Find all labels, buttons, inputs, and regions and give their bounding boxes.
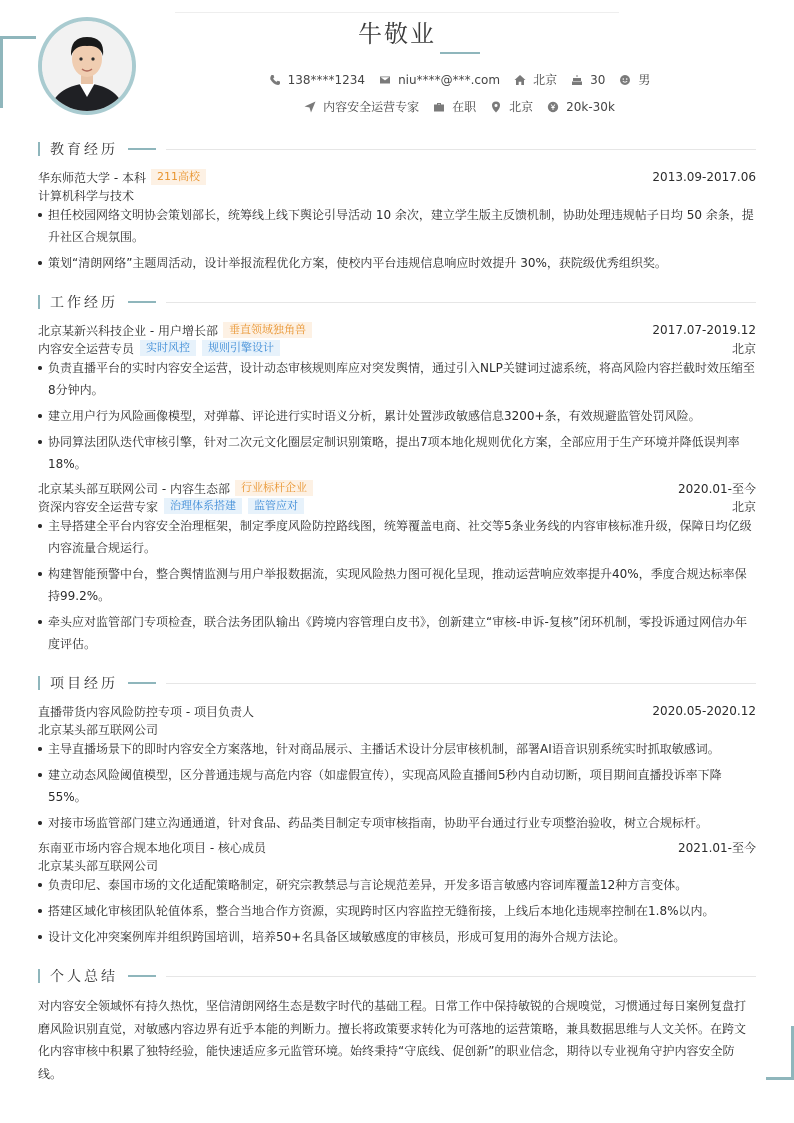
phone-icon — [269, 74, 281, 86]
work-title-row — [38, 497, 756, 515]
education-period: 2013.09-2017.06 — [652, 170, 756, 184]
home-icon — [514, 74, 526, 86]
contact-info-row — [0, 71, 794, 88]
work-header — [38, 321, 756, 339]
work-location: 北京 — [731, 499, 756, 514]
email-item — [379, 73, 500, 87]
target-city: 北京 — [509, 100, 534, 114]
work-period: 2020.01-至今 — [678, 481, 756, 496]
face-icon — [619, 74, 631, 86]
work-header — [38, 479, 756, 497]
name-underline — [440, 52, 480, 54]
list-item: 牵头应对监管部门专项检查，联合法务团队输出《跨境内容管理白皮书》，创新建立“审核-申诉-复核”闭环机制，零投诉通过网信办年度评估。 — [38, 611, 756, 655]
skill-tag: 规则引擎设计 — [202, 340, 280, 356]
list-item: 建立动态风险阈值模型，区分普通违规与高危内容（如虚假宣传），实现高风险直播间5秒内自动切断，项目期间直播投诉率下降55%。 — [38, 764, 756, 808]
company-name: 北京某新兴科技企业 - 用户增长部 — [38, 323, 218, 338]
project-company: 北京某头部互联网公司 — [38, 858, 159, 873]
status-item — [433, 98, 476, 115]
target-role-item — [304, 98, 419, 115]
list-item: 搭建区域化审核团队轮值体系，整合当地合作方资源，实现跨时区内容监控无缝衔接，上线后本地化违规率控制在1.8%以内。 — [38, 900, 756, 922]
briefcase-icon — [433, 101, 445, 113]
project-company: 北京某头部互联网公司 — [38, 722, 159, 737]
skill-tag: 治理体系搭建 — [164, 498, 242, 514]
education-major-row — [38, 186, 756, 204]
candidate-name: 牛敬业 — [358, 20, 436, 48]
list-item: 负责直播平台的实时内容安全运营，设计动态审核规则库应对突发舆情，通过引入NLP关键词过滤系统，将高风险内容拦截时效压缩至8分钟内。 — [38, 357, 756, 401]
education-header — [38, 168, 756, 186]
work-period: 2017.07-2019.12 — [652, 323, 756, 337]
age-value: 30 — [590, 72, 606, 87]
company-tag: 垂直领域独角兽 — [223, 322, 312, 338]
send-icon — [304, 101, 316, 113]
project-period: 2020.05-2020.12 — [652, 704, 756, 718]
list-item: 主导搭建全平台内容安全治理框架，制定季度风险防控路线图，统筹覆盖电商、社交等5条业务线的内容审核标准升级，保障日均亿级内容流量合规运行。 — [38, 515, 756, 559]
project-company-row — [38, 856, 756, 874]
list-item: 负责印尼、泰国市场的文化适配策略制定，研究宗教禁忌与言论规范差异，开发多语言敏感内容词库覆盖12种方言变体。 — [38, 874, 756, 896]
section-title-work: 工作经历 — [38, 293, 756, 311]
gender-value: 男 — [638, 73, 651, 87]
school-tag: 211高校 — [151, 169, 206, 185]
list-item: 构建智能预警中台，整合舆情监测与用户举报数据流，实现风险热力图可视化呈现，推动运营响应效率提升40%，季度合规达标率保持99.2%。 — [38, 563, 756, 607]
city-item — [514, 71, 557, 88]
phone-number: 138****1234 — [287, 72, 366, 87]
work-location: 北京 — [731, 341, 756, 356]
header-divider — [175, 12, 619, 13]
location-pin-icon — [490, 101, 502, 113]
cake-icon — [571, 74, 583, 86]
gender-item — [619, 71, 650, 88]
project-header — [38, 838, 756, 856]
list-item: 对接市场监管部门建立沟通通道，针对食品、药品类目制定专项审核指南，协助平台通过行业专项整治验收，树立合规标杆。 — [38, 812, 756, 834]
list-item: 建立用户行为风险画像模型，对弹幕、评论进行实时语义分析，累计处置涉政敏感信息3200+条，有效规避监管处罚风险。 — [38, 405, 756, 427]
list-item: 协同算法团队迭代审核引擎，针对二次元文化圈层定制识别策略，提出7项本地化规则优化方案，全部应用于生产环境并降低误判率18%。 — [38, 431, 756, 475]
skill-tag: 监管应对 — [248, 498, 304, 514]
email-address: niu****@***.com — [398, 72, 501, 87]
project-header — [38, 702, 756, 720]
salary-item — [547, 100, 615, 114]
project-name: 直播带货内容风险防控专项 - 项目负责人 — [38, 704, 254, 719]
employment-status: 在职 — [452, 100, 477, 114]
age-item — [571, 73, 605, 87]
job-intent-row — [0, 98, 794, 115]
money-icon — [547, 101, 559, 113]
school-name: 华东师范大学 - 本科 — [38, 170, 146, 185]
project-name: 东南亚市场内容合规本地化项目 - 核心成员 — [38, 840, 266, 855]
phone-item — [269, 73, 365, 87]
work-title-row — [38, 339, 756, 357]
skill-tag: 实时风控 — [140, 340, 196, 356]
mail-icon — [379, 74, 391, 86]
job-title: 资深内容安全运营专家 — [38, 499, 159, 514]
project-company-row — [38, 720, 756, 738]
current-city: 北京 — [533, 73, 558, 87]
section-title-projects: 项目经历 — [38, 674, 756, 692]
list-item: 策划“清朗网络”主题周活动，设计举报流程优化方案，使校内平台违规信息响应时效提升 30%，获院级优秀组织奖。 — [38, 252, 756, 274]
project-period: 2021.01-至今 — [678, 840, 756, 855]
job-title: 内容安全运营专员 — [38, 341, 135, 356]
target-city-item — [490, 98, 533, 115]
target-role: 内容安全运营专家 — [323, 100, 420, 114]
company-name: 北京某头部互联网公司 - 内容生态部 — [38, 481, 230, 496]
section-title-education: 教育经历 — [38, 140, 756, 158]
corner-decoration-bottom-right — [766, 1026, 794, 1080]
personal-summary: 对内容安全领域怀有持久热忱，坚信清朗网络生态是数字时代的基础工程。日常工作中保持敏锐的合规嗅觉，习惯通过每日案例复盘打磨风险识别直觉，对敏感内容边界有近乎本能的判断力。擅长将政策要求转化为可落地的运营策略，兼具数据思维与人文关怀。在跨文化内容审核中积累了独特经验，能快速适应多元监管环境。始终秉持“守底线、促创新”的职业信念，期待以专业视角守护内容安全防线。 — [38, 999, 747, 1081]
major: 计算机科学与技术 — [38, 188, 135, 203]
section-title-summary: 个人总结 — [38, 967, 756, 985]
company-tag: 行业标杆企业 — [235, 480, 313, 496]
list-item: 主导直播场景下的即时内容安全方案落地，针对商品展示、主播话术设计分层审核机制，部署AI语音识别系统实时抓取敏感词。 — [38, 738, 756, 760]
expected-salary: 20k-30k — [566, 99, 615, 114]
list-item: 担任校园网络文明协会策划部长，统筹线上线下舆论引导活动 10 余次，建立学生版主反馈机制，协助处理违规帖子日均 50 余条，提升社区合规氛围。 — [38, 204, 756, 248]
list-item: 设计文化冲突案例库并组织跨国培训，培养50+名具备区域敏感度的审核员，形成可复用的海外合规方法论。 — [38, 926, 756, 948]
